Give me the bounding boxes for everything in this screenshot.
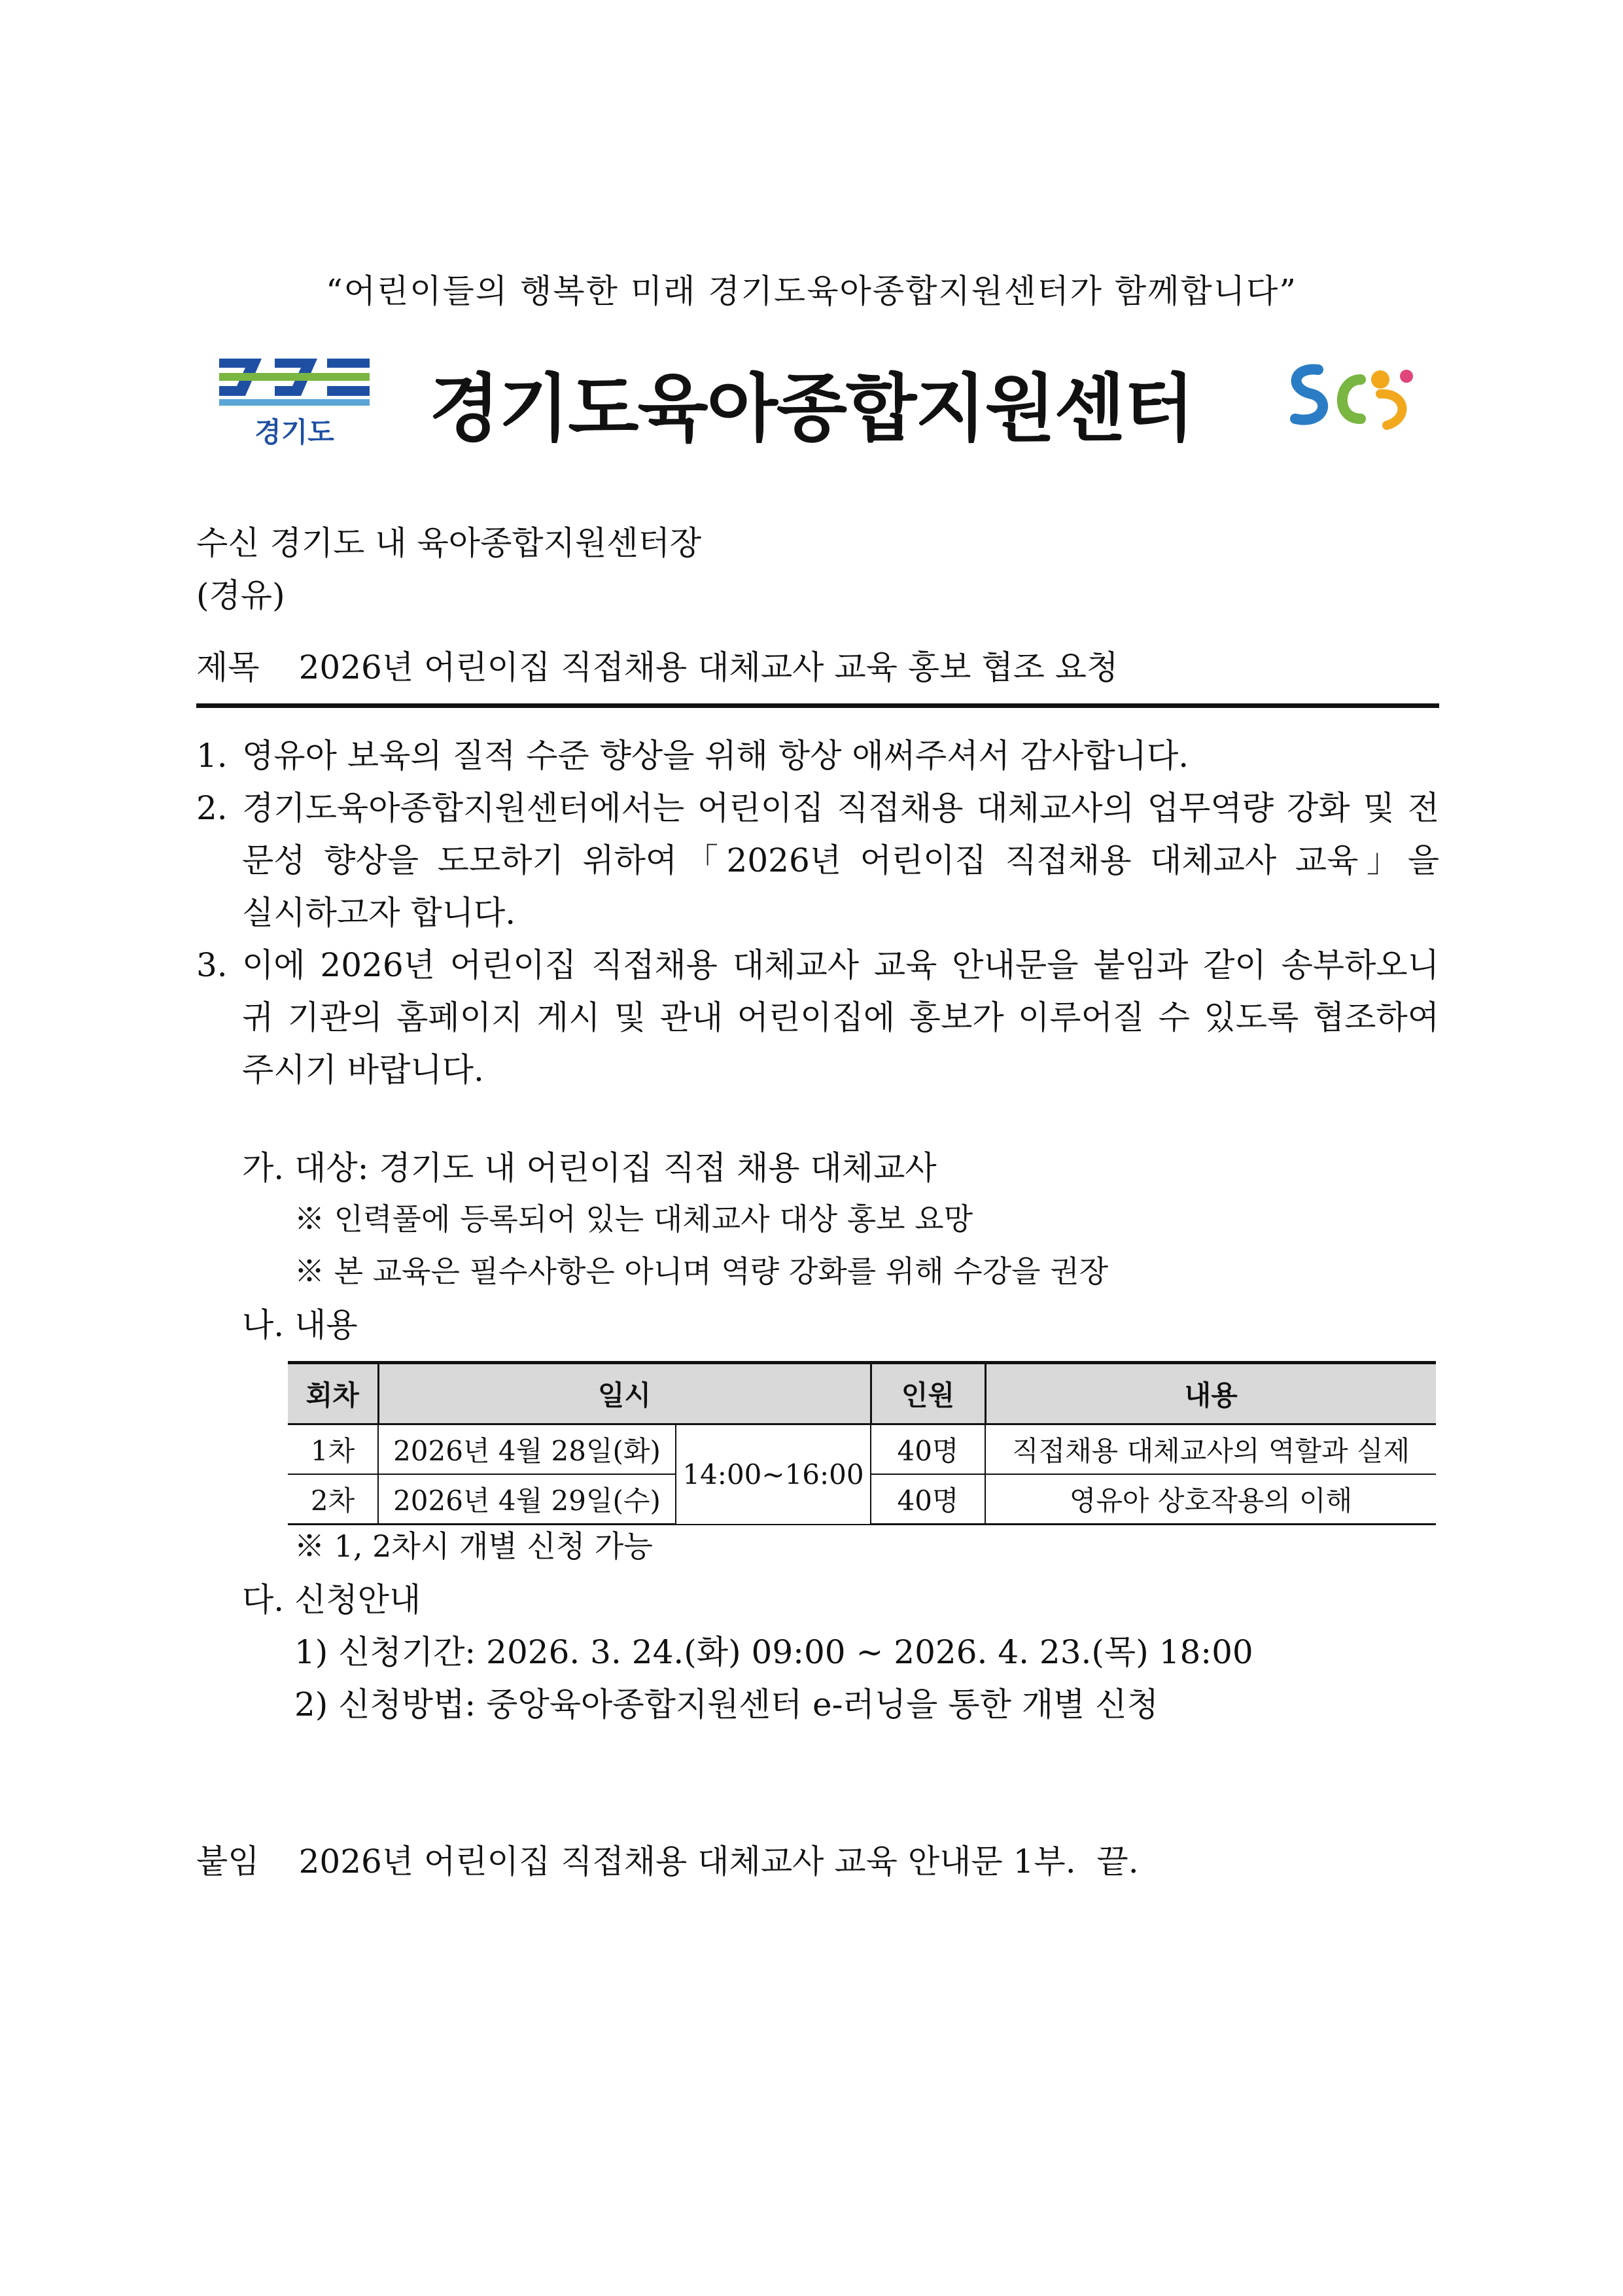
subject-divider: [196, 703, 1439, 708]
target-note: ※ 본 교육은 필수사항은 아니며 역량 강화를 위해 수강을 권장: [294, 1254, 1109, 1289]
org-title: 경기도육아종합지원센터: [428, 366, 1194, 451]
cell-date: 2026년 4월 29일(수): [378, 1474, 676, 1525]
paragraph-text-last: 주시기 바랍니다.: [242, 1051, 484, 1089]
content-heading: 나. 내용: [242, 1306, 358, 1344]
cell-topic: 직접채용 대체교사의 역할과 실제: [985, 1424, 1436, 1475]
table-header-row: [288, 1363, 1436, 1424]
header-count: 인원: [871, 1363, 985, 1424]
target-note: ※ 인력풀에 등록되어 있는 대체교사 대상 홍보 요망: [294, 1201, 973, 1237]
subject-text: 2026년 어린이집 직접채용 대체교사 교육 홍보 협조 요청: [298, 648, 1119, 686]
cell-round: 2차: [288, 1474, 378, 1525]
body-paragraph-3: [196, 939, 1439, 1096]
paragraph-text: 경기도육아종합지원센터에서는 어린이집 직접채용 대체교사의 업무역량 강화 및 전문성 향상을 도모하기 위하여「2026년 어린이집 직접채용 대체교사 교육」을: [242, 789, 1439, 879]
application-period: 1) 신청기간: 2026. 3. 24.(화) 09:00 ~ 2026. 4. 23.(목) 18:00: [294, 1633, 1253, 1671]
application-method: 2) 신청방법: 중앙육아종합지원센터 e-러닝을 통한 개별 신청: [294, 1686, 1159, 1723]
via-line: (경유): [196, 576, 285, 614]
logo-left-text: 경기도: [254, 416, 334, 448]
paragraph-text: 영유아 보육의 질적 수준 향상을 위해 항상 애써주셔서 감사합니다.: [242, 737, 1189, 775]
content-note: ※ 1, 2차시 개별 신청 가능: [294, 1528, 653, 1564]
schedule-table: [288, 1361, 1436, 1525]
target-heading: 가. 대상: 경기도 내 어린이집 직접 채용 대체교사: [242, 1149, 937, 1187]
recipient-line: 수신 경기도 내 육아종합지원센터장: [196, 524, 702, 562]
center-logo: [1282, 353, 1420, 438]
attachment-text: 2026년 어린이집 직접채용 대체교사 교육 안내문 1부. 끝.: [298, 1843, 1139, 1881]
cell-time: 14:00~16:00: [676, 1424, 871, 1525]
cell-topic: 영유아 상호작용의 이해: [985, 1474, 1436, 1525]
cell-round: 1차: [288, 1424, 378, 1475]
paragraph-text-last: 실시하고자 합니다.: [242, 894, 516, 932]
table-row: [288, 1424, 1436, 1475]
header-round: 회차: [288, 1363, 378, 1424]
paragraph-number: 2.: [196, 789, 228, 827]
gyeonggi-logo: [216, 347, 373, 451]
application-heading: 다. 신청안내: [242, 1581, 421, 1619]
header-topic: 내용: [985, 1363, 1436, 1424]
header-datetime: 일시: [378, 1363, 871, 1424]
attachment-label: 붙임: [196, 1843, 260, 1881]
body-paragraph-2: [196, 782, 1439, 939]
body-paragraph-1: [196, 730, 1439, 782]
attachment-line: [196, 1843, 1139, 1881]
paragraph-number: 3.: [196, 946, 228, 984]
cell-date: 2026년 4월 28일(화): [378, 1424, 676, 1475]
paragraph-text: 이에 2026년 어린이집 직접채용 대체교사 교육 안내문을 붙임과 같이 송부하오니 귀 기관의 홈페이지 게시 및 관내 어린이집에 홍보가 이루어질 수 있도록 협조하여: [242, 946, 1439, 1036]
slogan: “어린이들의 행복한 미래 경기도육아종합지원센터가 함께합니다”: [326, 272, 1297, 310]
cell-count: 40명: [871, 1474, 985, 1525]
cell-count: 40명: [871, 1424, 985, 1475]
subject-label: 제목: [196, 648, 260, 686]
paragraph-number: 1.: [196, 737, 228, 775]
subject-line: [196, 648, 1119, 686]
